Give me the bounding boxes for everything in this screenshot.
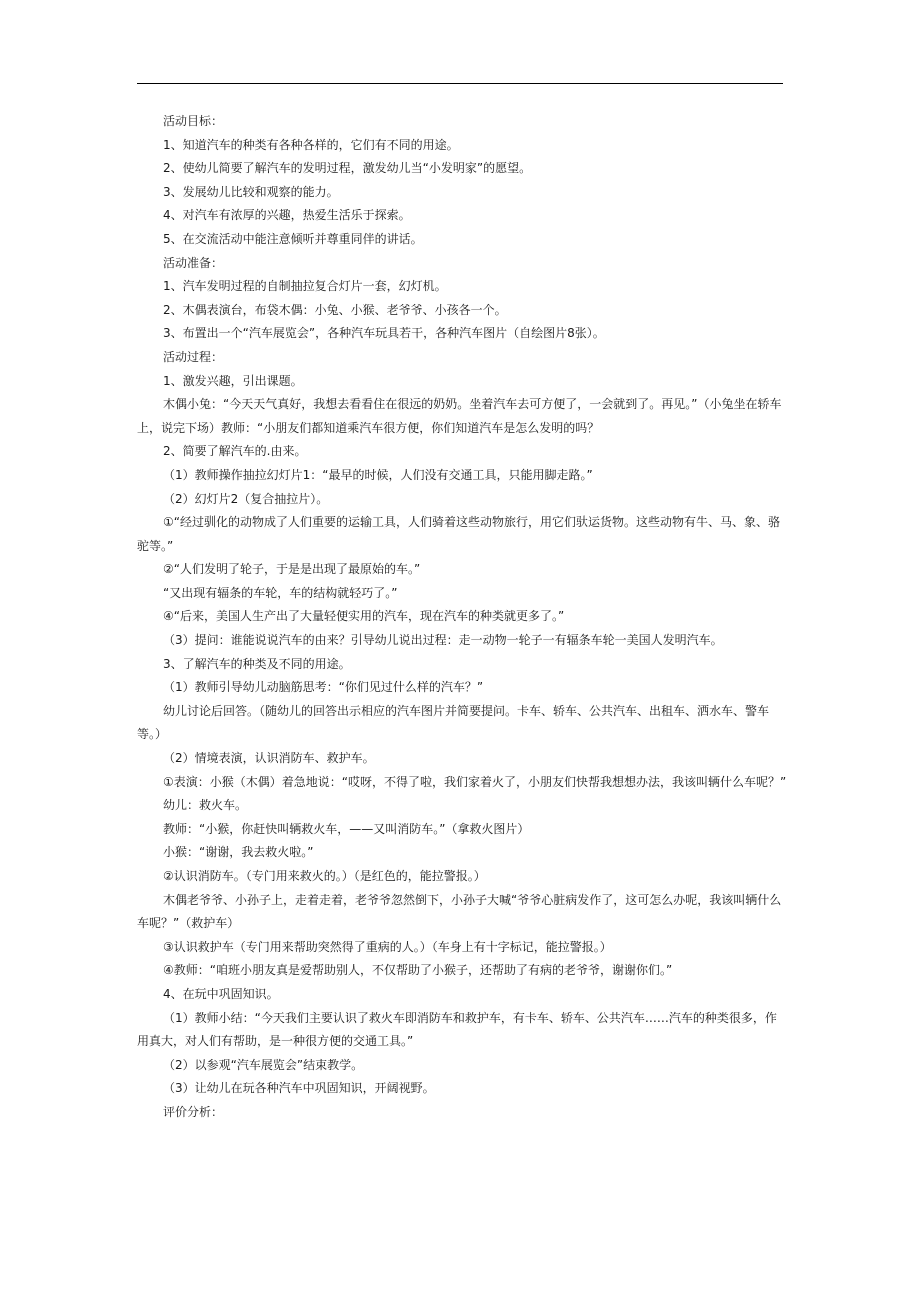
paragraph: 1、激发兴趣，引出课题。 <box>163 373 303 388</box>
paragraph: （1）教师小结：“今天我们主要认识了救火车即消防车和救护车，有卡车、轿车、公共汽车……汽车的种类很多，作用真大，对人们有帮助，是一种很方便的交通工具。” <box>137 1010 777 1049</box>
paragraph: 1、汽车发明过程的自制抽拉复合灯片一套，幻灯机。 <box>163 279 447 294</box>
paragraph: 5、在交流活动中能注意倾听并尊重同伴的讲话。 <box>163 231 423 246</box>
section-heading-preparation: 活动准备： <box>163 255 224 270</box>
paragraph: 3、了解汽车的种类及不同的用途。 <box>163 656 351 671</box>
paragraph: （2）情境表演，认识消防车、救护车。 <box>163 751 375 766</box>
paragraph: 小猴：“谢谢，我去救火啦。” <box>163 845 314 860</box>
paragraph: 2、木偶表演台，布袋木偶：小兔、小猴、老爷爷、小孩各一个。 <box>163 302 507 317</box>
section-heading-evaluation: 评价分析： <box>163 1104 224 1119</box>
paragraph: （2）以参观“汽车展览会”结束教学。 <box>163 1057 364 1072</box>
paragraph: 3、布置出一个“汽车展览会”，各种汽车玩具若干，各种汽车图片（自绘图片8张）。 <box>163 326 605 341</box>
document-body <box>137 110 787 1125</box>
paragraph: 幼儿讨论后回答。（随幼儿的回答出示相应的汽车图片并简要提问。卡车、轿车、公共汽车、出租车、洒水车、警车等。） <box>137 703 770 742</box>
paragraph: ④“后来，美国人生产出了大量轻便实用的汽车，现在汽车的种类就更多了。” <box>163 609 565 624</box>
paragraph: 4、对汽车有浓厚的兴趣，热爱生活乐于探索。 <box>163 208 411 223</box>
paragraph: ②“人们发明了轮子，于是是出现了最原始的车。” <box>163 562 421 577</box>
paragraph: （3）让幼儿在玩各种汽车中巩固知识，开阔视野。 <box>163 1081 435 1096</box>
paragraph: 木偶老爷爷、小孙子上，走着走着，老爷爷忽然倒下，小孙子大喊“爷爷心脏病发作了，这可怎么办呢，我该叫辆什么车呢？”（救护车） <box>137 892 782 931</box>
paragraph: （2）幻灯片2（复合抽拉片）。 <box>163 491 329 506</box>
paragraph: 3、发展幼儿比较和观察的能力。 <box>163 184 339 199</box>
paragraph: 教师：“小猴，你赶快叫辆救火车，——又叫消防车。”（拿救火图片） <box>163 821 530 836</box>
paragraph: ①表演：小猴（木偶）着急地说：“哎呀，不得了啦，我们家着火了，小朋友们快帮我想想办法，我该叫辆什么车呢？” <box>163 774 787 789</box>
paragraph: （1）教师操作抽拉幻灯片1：“最早的时候，人们没有交通工具，只能用脚走路。” <box>163 467 593 482</box>
paragraph: 4、在玩中巩固知识。 <box>163 986 279 1001</box>
paragraph: “又出现有辐条的车轮，车的结构就轻巧了。” <box>163 585 398 600</box>
section-heading-process: 活动过程： <box>163 349 224 364</box>
paragraph: 1、知道汽车的种类有各种各样的，它们有不同的用途。 <box>163 137 459 152</box>
paragraph: 2、简要了解汽车的.由来。 <box>163 444 307 459</box>
paragraph: ③认识救护车（专门用来帮助突然得了重病的人。）（车身上有十字标记，能拉警报。） <box>163 939 612 954</box>
paragraph: 幼儿：救火车。 <box>163 798 248 813</box>
paragraph: 木偶小兔：“今天天气真好，我想去看看住在很远的奶奶。坐着汽车去可方便了，一会就到了。再见。”（小兔坐在轿车上，说完下场）教师：“小朋友们都知道乘汽车很方便，你们知道汽车是怎么发明的吗？ <box>137 397 782 435</box>
paragraph: ④教师：“咱班小朋友真是爱帮助别人，不仅帮助了小猴子，还帮助了有病的老爷爷，谢谢你们。” <box>163 963 673 978</box>
paragraph: ②认识消防车。（专门用来救火的。）（是红色的，能拉警报。） <box>163 869 486 883</box>
paragraph: （3）提问：谁能说说汽车的由来？引导幼儿说出过程：走一动物一轮子一有辐条车轮一美国人发明汽车。 <box>163 633 723 648</box>
header-rule <box>137 83 783 84</box>
paragraph: （1）教师引导幼儿动脑筋思考：“你们见过什么样的汽车？” <box>163 680 484 695</box>
section-heading-goals: 活动目标： <box>163 114 224 128</box>
paragraph: ①“经过驯化的动物成了人们重要的运输工具，人们骑着这些动物旅行，用它们驮运货物。这些动物有牛、马、象、骆驼等。” <box>137 515 780 553</box>
paragraph: 2、使幼儿简要了解汽车的发明过程，激发幼儿当“小发明家”的愿望。 <box>163 161 532 176</box>
